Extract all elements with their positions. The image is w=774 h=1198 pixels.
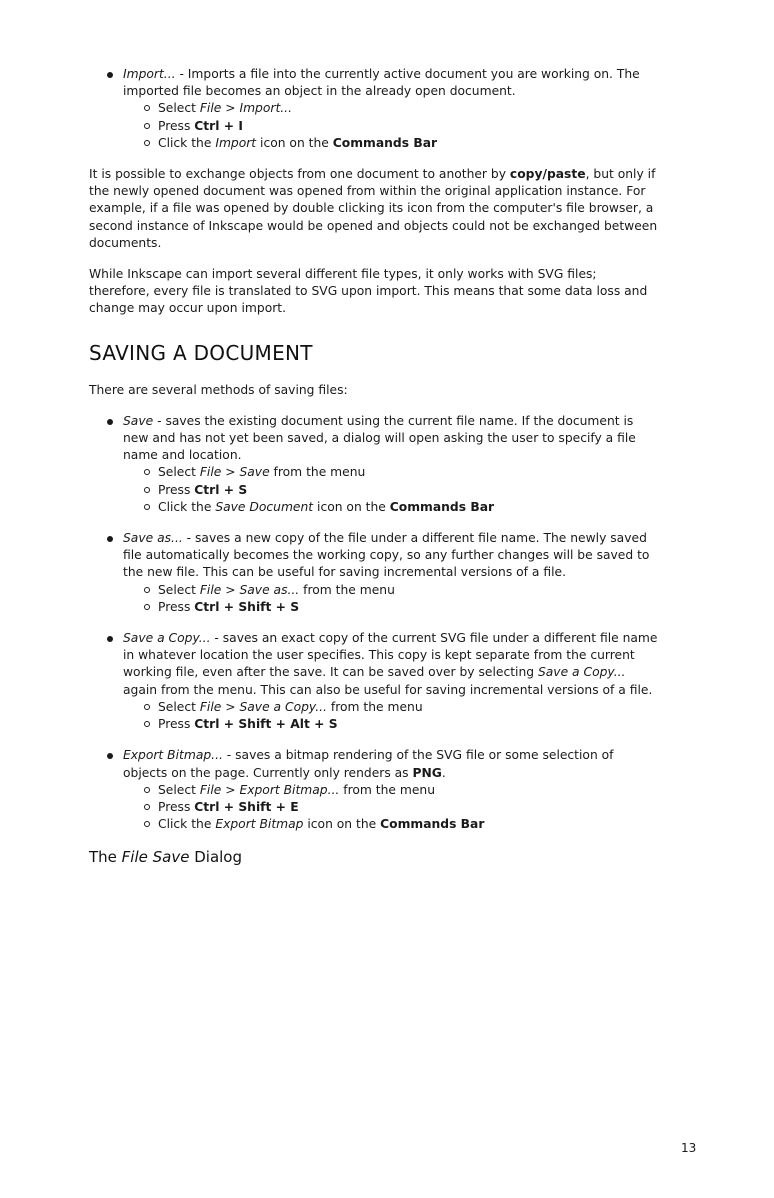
save-as-description: - saves a new copy of the file under a different file name. The newly saved file automatically becomes the working copy, so any further changes will be saved to the new file. This can be useful for saving incremental versions of a file.	[123, 531, 650, 580]
export-sub-list	[123, 782, 661, 834]
circle-bullet-icon	[144, 140, 150, 146]
save-as-sub-list	[123, 582, 661, 616]
sub-item-save-press: Press Ctrl + S	[123, 482, 661, 499]
circle-bullet-icon	[144, 504, 150, 510]
sub-item-save-select: Select File > Save from the menu	[123, 464, 661, 481]
import-term: Import...	[123, 67, 176, 81]
bullet-save	[89, 413, 661, 516]
circle-bullet-icon	[144, 721, 150, 727]
bullet-dot-icon	[107, 636, 113, 642]
save-sub-list	[123, 464, 661, 516]
save-methods-list	[89, 413, 661, 833]
bullet-dot-icon	[107, 419, 113, 425]
circle-bullet-icon	[144, 123, 150, 129]
sub-item-save-copy-select: Select File > Save a Copy... from the menu	[123, 699, 661, 716]
export-term: Export Bitmap...	[123, 748, 223, 763]
section-heading: SAVING A DOCUMENT	[89, 340, 313, 365]
circle-bullet-icon	[144, 804, 150, 810]
bullet-import	[89, 66, 661, 152]
sub-item-import-click: Click the Import icon on the Commands Bar	[123, 135, 661, 152]
bullet-save-as	[89, 530, 661, 616]
bullet-save-copy: Save a Copy... - saves an exact copy of the current SVG file under a different file name in whatever location the user specifies. This copy is kept separate from the current working file, even after the save. It can be saved over by selecting Save a Copy... again from the menu. This can also be useful for saving incremental versions of a file. Select File > Save a Copy... from the menu Press Ctrl + Shift + Alt + S	[89, 630, 661, 733]
document-page	[89, 66, 661, 867]
paragraph-methods: There are several methods of saving files:	[89, 382, 348, 397]
sub-item-save-as-press: Press Ctrl + Shift + S	[123, 599, 661, 616]
sub-item-save-as-select: Select File > Save as... from the menu	[123, 582, 661, 599]
circle-bullet-icon	[144, 787, 150, 793]
paragraph-import-types: While Inkscape can import several different file types, it only works with SVG files; therefore, every file is translated to SVG upon import. This means that some data loss and change may occur upon import.	[89, 267, 648, 316]
save-as-term: Save as...	[123, 531, 183, 546]
import-description: - Imports a file into the currently active document you are working on. The imported file becomes an object in the already open document.	[123, 67, 640, 99]
import-list	[89, 66, 661, 152]
circle-bullet-icon	[144, 587, 150, 593]
save-copy-sub-list	[123, 699, 661, 733]
sub-item-export-press: Press Ctrl + Shift + E	[123, 799, 661, 816]
bullet-dot-icon	[107, 536, 113, 542]
sub-item-import-press: Press Ctrl + I	[123, 118, 661, 135]
sub-item-save-click: Click the Save Document icon on the Commands Bar	[123, 499, 661, 516]
save-term: Save	[123, 413, 154, 428]
save-copy-term: Save a Copy...	[123, 631, 211, 646]
bullet-dot-icon	[107, 753, 113, 759]
bullet-export-bitmap: Export Bitmap... - saves a bitmap rendering of the SVG file or some selection of objects on the page. Currently only renders as PNG. Select File > Export Bitmap... from the menu Press Ctrl + Shift + E Click the Export Bitmap icon on the Commands Bar	[89, 747, 661, 833]
sub-item-import-select: Select File > Import...	[123, 100, 661, 117]
circle-bullet-icon	[144, 704, 150, 710]
circle-bullet-icon	[144, 604, 150, 610]
bullet-dot-icon	[107, 72, 113, 78]
sub-item-export-select: Select File > Export Bitmap... from the menu	[123, 782, 661, 799]
sub-item-export-click: Click the Export Bitmap icon on the Commands Bar	[123, 816, 661, 833]
subsection-heading: The File Save Dialog	[89, 848, 242, 867]
circle-bullet-icon	[144, 105, 150, 111]
circle-bullet-icon	[144, 821, 150, 827]
circle-bullet-icon	[144, 469, 150, 475]
save-description: - saves the existing document using the current file name. If the document is new and has not yet been saved, a dialog will open asking the user to specify a file name and location.	[123, 413, 636, 463]
sub-item-save-copy-press: Press Ctrl + Shift + Alt + S	[123, 716, 661, 733]
page-number: 13	[681, 1141, 697, 1155]
paragraph-exchange: It is possible to exchange objects from one document to another by copy/paste, but only if the newly opened document was opened from within the original application instance. For example, if a file was opened by double clicking its icon from the computer's file browser, a second instance of Inkscape would be opened and objects could not be exchanged between documents.	[89, 167, 658, 250]
circle-bullet-icon	[144, 487, 150, 493]
import-sub-list	[123, 100, 661, 152]
